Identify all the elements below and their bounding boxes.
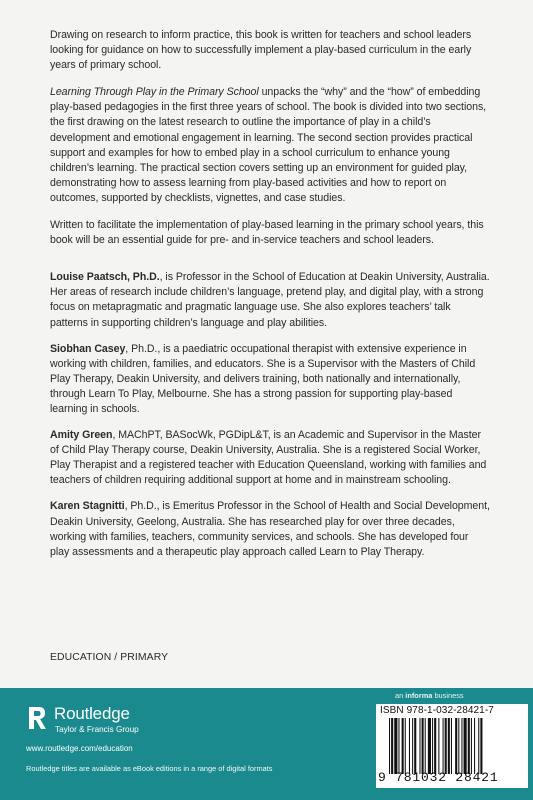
back-cover-text (50, 28, 490, 571)
publisher-footer (0, 688, 533, 800)
informa-tagline: an informa business (395, 691, 464, 700)
author-bio (50, 428, 490, 488)
barcode-digits: 9 781032 28421 (378, 770, 499, 785)
informa-brand: informa (405, 691, 433, 700)
author-bio (50, 499, 490, 559)
isbn-barcode-box (376, 704, 528, 788)
intro-paragraph-2-body: unpacks the “why” and the “how” of embedding play-based pedagogies in the first three years of school. The book is divided into two sections, the first drawing on the latest research to outline the importance of play in a child’s development and emotional engagement in learning. The second section provides practical support and examples for how to embed play in a school curriculum to enhance young children’s learning. The practical section covers setting up an environment for guided play, demonstrating how to assess learning from play-based activities and how to report on outcomes, supported by checklists, vignettes, and case studies. (50, 86, 487, 204)
subject-category: EDUCATION / PRIMARY (50, 652, 169, 663)
intro-paragraph-3: Written to facilitate the implementation of play-based learning in the primary school years, this book will be an essential guide for pre- and in-service teachers and school leaders. (50, 219, 484, 247)
ebook-note: Routledge titles are available as eBook editions in a range of digital formats (26, 764, 273, 773)
author-name: Louise Paatsch, Ph.D. (50, 271, 160, 284)
book-title: Learning Through Play in the Primary School (50, 86, 259, 99)
author-bio (50, 342, 490, 417)
barcode-icon (388, 718, 522, 774)
isbn-number: ISBN 978-1-032-28421-7 (380, 705, 494, 716)
publisher-name: Routledge (54, 704, 130, 723)
author-name: Siobhan Casey (50, 342, 126, 355)
author-bio (50, 270, 490, 330)
author-bio-text: , is Professor in the School of Education at Deakin University, Australia. Her areas of research include children’s language, pretend play, and digital play, with a strong focus on metapragmatic and pragmatic language use. She also explores teachers’ talk patterns in supporting children’s language and play abilities. (50, 271, 490, 329)
author-bio-text: , Ph.D., is a paediatric occupational therapist with extensive experience in working with children, families, and educators. She is a Supervisor with the Masters of Child Play Therapy, Deakin University, and delivers training, both nationally and internationally, through Learn To Play, Melbourne. She has a strong passion for supporting play-based learning in schools. (50, 342, 476, 415)
author-bio-text: , MAChPT, BASocWk, PGDipL&T, is an Academic and Supervisor in the Master of Child Play Therapy course, Deakin University, Australia. She is a registered Social Worker, Play Therapist and a registered teacher with Education Queensland, working with families and teachers of children requiring additional support at home and in mainstream schooling. (50, 429, 487, 487)
author-name: Amity Green (50, 429, 113, 442)
intro-paragraph-1: Drawing on research to inform practice, this book is written for teachers and school leaders looking for guidance on how to successfully implement a play-based curriculum in the early years of primary school. (50, 29, 472, 72)
publisher-group: Taylor & Francis Group (55, 725, 139, 734)
intro-paragraph-2 (50, 85, 490, 206)
routledge-logo-icon (26, 705, 48, 731)
author-name: Karen Stagnitti (50, 500, 125, 513)
author-bio-text: , Ph.D., is Emeritus Professor in the School of Health and Social Development, Deakin University, Geelong, Australia. She has researched play for over three decades, working with families, teachers, community services, and schools. She has developed four play assessments and a therapeutic play approach called Learn to Play Therapy. (50, 500, 490, 558)
publisher-website: www.routledge.com/education (26, 744, 133, 753)
